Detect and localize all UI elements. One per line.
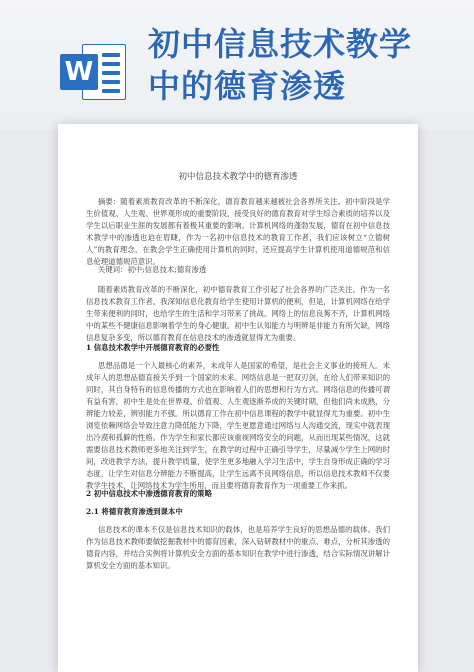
intro-paragraph: 随着素质教育改革的不断深化，初中德育教育工作引起了社会各界的广泛关注。作为一名信息技术教育工作者，我深知信息化教育给学生使用计算机的便利，但是，计算机网络在给学生带来便利的同时，也给学生的生活和学习带来了挑战。网络上的信息良莠不齐，计算机网络中的某些不健康信息影响着学生的身心健康。初中生认知能力与明辨是非能力有所欠缺，网络信息复杂多变，所以德育教育在信息技术的渗透就显得尤为重要。 — [86, 285, 390, 342]
abstract-paragraph: 摘要：随着素质教育改革的不断深化，德育教育越来越被社会各界所关注。初中阶段是学生价值观、人生观、世界观形成的重要阶段，接受良好的德育教育对学生综合素质的培养以及学生以后职业生涯的发展都有着极其重要的影响。计算机网络的蓬勃发展，德育在初中信息技术教学中的渗透也迫在眉睫，作为一名初中信息技术的教育工作者，我们应该树立“立德树人”的教育理念，在教会学生正确使用计算机的同时，还应提高学生计算机使用道德规范和信息伦理道德规范意识。 — [86, 197, 390, 266]
document-title: 初中信息技术教学中的德育渗透 — [178, 172, 298, 182]
word-badge-letter: W — [60, 54, 98, 90]
subsection-heading-2-1: 2.1 将德育教育渗透到课本中 — [86, 507, 183, 516]
page-title-line1: 初中信息技术教学 — [148, 25, 413, 63]
header-banner — [0, 0, 474, 130]
document-page — [58, 124, 418, 672]
word-doc-icon — [58, 40, 128, 104]
section-1-paragraph: 思想品德是一个人最核心的素养，未成年人是国家的希望，是社会主义事业的接班人。未成年人的思想品德直接关乎到一个国家的未来。网络信息是一把双刃剑，在给人们带来知识的同时，其自身特有的信息传播的方式也在影响着人们的思想和行为方式。网络信息的传播可谓有益有害，初中生是处在世界观、价值观、人生观逐渐养成的关键时期，但他们尚未成熟，分辨能力较差，辨别能力不强。所以德育工作在初中信息课程的教学中就显得尤为重要。初中生浏览依赖网络会导致注意力降低能力下降，学生更愿意通过网络与人沟通交流，现实中就表现出冷漠和孤僻的性格。作为学生和家长都应该重视网络安全的问题，从而出现某些情况，这就需要信息技术教师更多地关注到学生，在教学的过程中正确引导学生，尽量减少学生上网的时间，改进教学方法，提升教学质量，使学生更多地融入学习生活中，学生自身形成正确的学习态度，让学生对信息分辨能力不断提高，让学生远离不良网络信息，所以信息技术教师不仅要教学生技术，让网络技术为学生所用，而且要将德育教育作为一项重要工作来抓。 — [86, 361, 390, 490]
subsection-2-1-paragraph: 信息技术的课本不仅是信息技术知识的载体，也是培养学生良好的思想品德的载体。我们作为信息技术教师要做挖掘教材中的德育因素，深入钻研教材中的重点、难点，分析其渗透的德育内容，并结合实例将计算机安全方面的基本知识在教学中进行渗透，结合实际情况讲解计算机安全方面的基本知识。 — [86, 525, 390, 570]
section-heading-2: 2 初中信息技术中渗透德育教育的策略 — [86, 489, 212, 498]
keywords-line: 关键词：初中;信息技术;德育渗透 — [97, 265, 207, 274]
section-heading-1: 1 信息技术教学中开展德育教育的必要性 — [86, 343, 220, 352]
page-title-line2: 中的德育渗透 — [148, 67, 347, 105]
